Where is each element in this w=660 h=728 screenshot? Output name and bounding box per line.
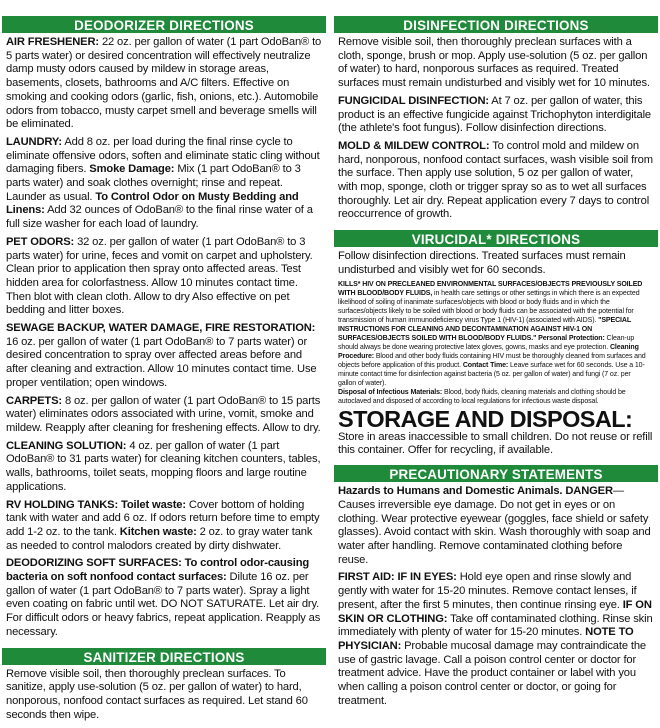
laundry-label: LAUNDRY:: [6, 135, 62, 148]
soft-surfaces-text: Dilute 16 oz. per gallon of water (1 part OdoBan® to 7 parts water). Spray a light even coating on fabric until wet. DO NOT SATURATE. Let air dry. For difficult odors or heavy fabrics, repeat application. Reapply as necessary.: [6, 571, 321, 638]
physician-label: NOTE TO PHYSICIAN:: [338, 626, 634, 652]
precautionary-heading: [334, 463, 658, 482]
smoke-damage-text: Mix (1 part OdoBan® to 3 parts water) and soak clothes overnight; rinse and repeat. Launder as usual.: [6, 163, 301, 203]
physician-text: Probable mucosal damage may contraindicate the use of gastric lavage. Call a poison control center or doctor for treatment advice. Have the product container or label with you when calling a poison control center or doctor, or going for treatment.: [338, 639, 646, 707]
hazards-text: —Causes irreversible eye damage. Do not get in eyes or on clothing. Wear protective eyewear (goggles, face shield or safety glasses). Avoid contact with skin. Wash thoroughly with soap and water after handling. Remove contaminated clothing before reuse.: [338, 485, 651, 566]
deodorizer-heading-text: DEODORIZER DIRECTIONS: [2, 14, 326, 37]
skin-text: Take off contaminated clothing. Rinse skin immediately with plenty of water for 15-20 minutes.: [338, 612, 653, 639]
disinfection-heading-text: DISINFECTION DIRECTIONS: [334, 14, 658, 37]
disinfection-intro: Remove visible soil, then thoroughly preclean surfaces with a cloth, sponge, brush or mop. Apply use-solution (5 oz. per gallon of water) to hard, nonporous surfaces as required. Treated surfaces must remain undisturbed and visibly wet for 10 minutes.: [338, 36, 650, 90]
virucidal-body: [334, 247, 658, 463]
kitchen-waste-text: 2 oz. to gray water tank as needed to control malodors created by dirty dishwater.: [6, 525, 313, 552]
virucidal-heading-text: VIRUCIDAL* DIRECTIONS: [334, 228, 658, 251]
right-column: [334, 14, 658, 714]
hazards-label: Hazards to Humans and Domestic Animals. DANGER: [338, 485, 613, 498]
sanitizer-heading: [2, 646, 326, 665]
first-aid-paragraph: [338, 571, 655, 708]
kitchen-waste-label: Kitchen waste:: [116, 525, 197, 538]
air-freshener-paragraph: [6, 36, 323, 132]
disinfection-body: [334, 33, 658, 228]
sanitizer-body: [2, 665, 326, 728]
musty-bedding-label: To Control Odor on Musty Bedding and Linens:: [6, 190, 299, 217]
fungicidal-text: At 7 oz. per gallon of water, this product is an effective fungicide against Trichophyton interdigitale (the athlete's foot fungus). Follow disinfection directions.: [338, 94, 651, 135]
cleaning-procedure-text: Blood and other body fluids containing HIV must be thoroughly cleaned from surfaces and objects before application of this product.: [338, 350, 646, 369]
smoke-damage-label: Smoke Damage:: [86, 163, 175, 176]
virucidal-heading: [334, 228, 658, 247]
rv-tanks-label: RV HOLDING TANKS: Toilet waste:: [6, 498, 186, 511]
deodorizer-heading: [2, 14, 326, 33]
cleaning-solution-paragraph: [6, 440, 323, 495]
fungicidal-paragraph: [338, 95, 655, 136]
left-column: [2, 14, 326, 728]
pet-odors-text: 32 oz. per gallon of water (1 part OdoBan® to 3 parts water) for urine, feces and vomit on carpet and upholstery. Clean prior to application then spray onto affected areas. Test hidden area for colorfastness. Allow 10 minutes contact time. Then blot with clean cloth. Allow to dry Also effective on pet bedding and litter boxes.: [6, 235, 313, 317]
special-instructions-text: Clean-up should always be done wearing protective latex gloves, gowns, masks and eye protection.: [338, 332, 635, 351]
carpets-paragraph: [6, 395, 323, 436]
skin-label: IF ON SKIN OR CLOTHING:: [338, 598, 652, 625]
first-aid-label: FIRST AID: IF IN EYES:: [338, 571, 457, 584]
sewage-paragraph: [6, 322, 323, 391]
fungicidal-label: FUNGICIDAL DISINFECTION:: [338, 94, 489, 107]
disposal-text: Blood, body fluids, cleaning materials and clothing should be autoclaved and disposed of according to local regulations for infectious waste disposal.: [338, 387, 626, 406]
air-freshener-text: 22 oz. per gallon of water (1 part OdoBan® to 5 parts water) or desired concentration will effectively neutralize damp musty odors caused by mildew in storage areas, basements, closets, bathrooms and A/C filters. Effective on smoking and cooking odors (garlic, fish, onions, etc.). Automobile odors from tobacco, musty carpet smell and beverage smells will be eliminated.: [6, 36, 322, 131]
precautionary-heading-text: PRECAUTIONARY STATEMENTS: [334, 463, 658, 486]
pet-odors-label: PET ODORS:: [6, 235, 75, 248]
sewage-label: SEWAGE BACKUP, WATER DAMAGE, FIRE RESTORATION:: [6, 322, 316, 335]
kills-hiv-text: in health care settings or other settings in which there is an expected likelihood of soiling of inanimate surfaces/objects with blood or body fluids and in which the surfaces/objects likely to be soiled with blood or body fluids can be associated with the potential for transmission of human immunodeficiency virus Type 1 (HIV-1) (associated with AIDS).: [338, 287, 640, 324]
cleaning-solution-label: CLEANING SOLUTION:: [6, 439, 127, 452]
storage-disposal: [338, 408, 655, 457]
special-instructions-label: "SPECIAL INSTRUCTIONS FOR CLEANING AND DECONTAMINATION AGAINST HIV-1 ON SURFACES/OBJECTS SOILED WITH BLOOD/BODY FLUIDS." Personal Protection:: [338, 314, 631, 342]
virucidal-intro: Follow disinfection directions. Treated surfaces must remain undisturbed and visibly wet for 60 seconds.: [338, 250, 626, 276]
sewage-text: 16 oz. per gallon of water (1 part OdoBan® to 7 parts water) or desired concentration to spray over affected areas before and after cleaning and extraction. Allow 10 minutes contact time. Use proper ventilation; open windows.: [6, 335, 317, 389]
laundry-paragraph: [6, 136, 323, 232]
storage-text: Store in areas inaccessible to small children. Do not reuse or refill this container. Offer for recycling, if available.: [338, 431, 653, 457]
soft-surfaces-paragraph: [6, 557, 323, 639]
first-aid-text: Hold eye open and rinse slowly and gently with water for 15-20 minutes. Remove contact lenses, if present, after the first 5 minutes, then continue rinsing eye.: [338, 571, 637, 611]
hiv-fine-print: [338, 279, 649, 406]
sanitizer-heading-text: SANITIZER DIRECTIONS: [2, 646, 326, 669]
disinfection-heading: [334, 14, 658, 33]
disposal-label: Disposal of Infectious Materials:: [338, 387, 443, 397]
musty-bedding-text: Add 32 ounces of OdoBan® to the final rinse water of a full size washer for each load of laundry.: [6, 204, 313, 231]
mold-mildew-text: To control mold and mildew on hard, nonporous, nonfood contact surfaces, wash visible soil from the surface. Then apply use solution, 5 oz per gallon of water, with mop, sponge, cloth or trigger spray so as to wet all surfaces thoroughly. Let air dry. Repeat application every 7 days to control reoccurrence of growth.: [338, 139, 653, 221]
deodorizer-body: [2, 33, 326, 646]
kills-hiv-label: KILLS* HIV ON PRECLEANED ENVIRONMENTAL SURFACES/OBJECTS PREVIOUSLY SOILED WITH BLOOD/BODY FLUIDS,: [338, 278, 643, 297]
sanitizer-text: Remove visible soil, then thoroughly preclean surfaces. To sanitize, apply use-solution (5 oz. per gallon of water) to hard, nonporous, nonfood contact surfaces as required. Let stand 60 seconds then wipe.: [6, 667, 308, 721]
contact-time-text: Leave surface wet for 60 seconds. Use a 10-minute contact time for disinfection against bacteria (5 oz. per gallon of water) and fungi (7 oz. per gallon of water).: [338, 359, 645, 388]
soft-surfaces-label: DEODORIZING SOFT SURFACES: To control odor-causing bacteria on soft nonfood contact surfaces:: [6, 557, 310, 584]
pet-odors-paragraph: [6, 236, 323, 318]
laundry-text: Add 8 oz. per load during the final rinse cycle to eliminate offensive odors, soften and eliminate static cling without damaging fibers.: [6, 135, 320, 176]
air-freshener-label: AIR FRESHENER:: [6, 36, 99, 48]
mold-mildew-label: MOLD & MILDEW CONTROL:: [338, 139, 490, 152]
storage-title: STORAGE AND DISPOSAL:: [338, 406, 633, 433]
cleaning-solution-text: 4 oz. per gallon of water (1 part OdoBan® to 31 parts water) for cleaning kitchen counters, tables, walls, bathrooms, toilet seats, mopping floors and large routine applications.: [6, 439, 321, 493]
precautionary-body: [334, 482, 658, 714]
hazards-paragraph: [338, 485, 655, 567]
rv-tanks-paragraph: [6, 499, 323, 554]
carpets-text: 8 oz. per gallon of water (1 part OdoBan® to 15 parts water) eliminates odors associated with urine, vomit, smoke and mildew. Reapply after cleaning for freshening effects. Allow to dry.: [6, 394, 321, 434]
contact-time-label: Contact Time:: [460, 359, 509, 369]
rv-tanks-text: Cover bottom of holding tank with water and add 6 oz. If odors return before time to empty add 1-2 oz. to the tank.: [6, 498, 320, 538]
cleaning-procedure-label: Cleaning Procedure:: [338, 341, 639, 360]
mold-mildew-paragraph: [338, 140, 655, 222]
carpets-label: CARPETS:: [6, 394, 62, 407]
